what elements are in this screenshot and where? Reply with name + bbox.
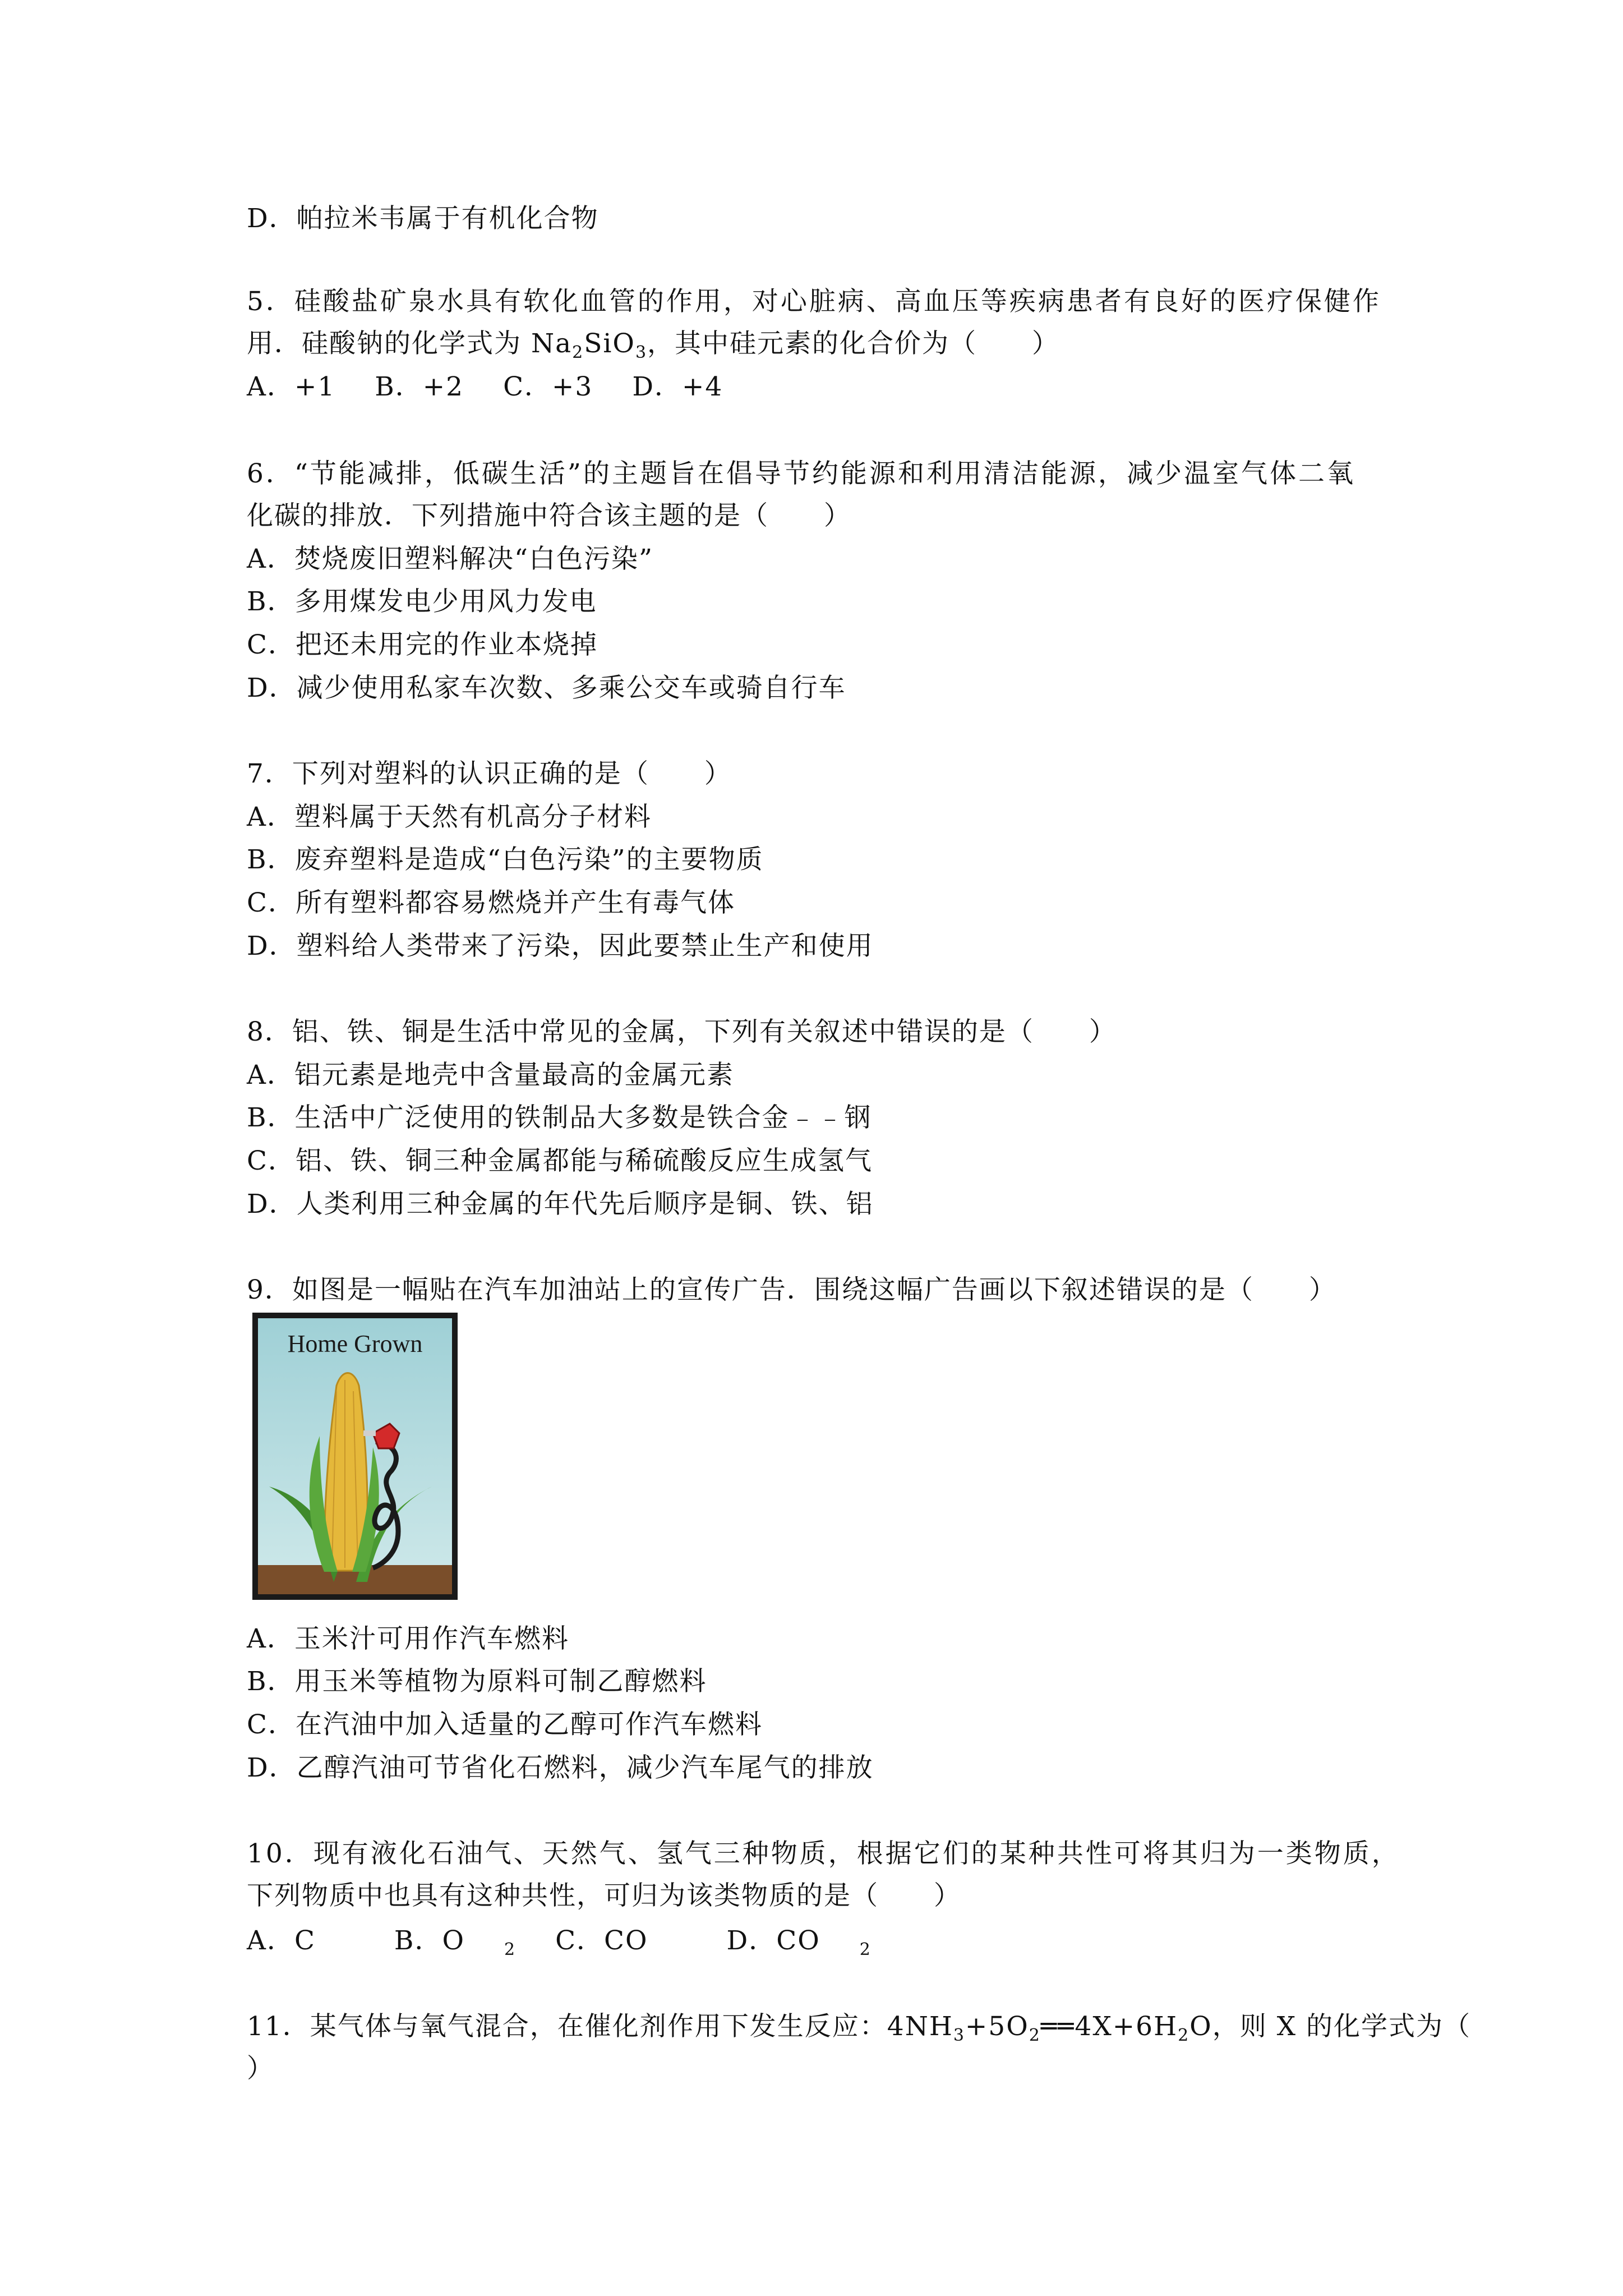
q6-option-b: B．多用煤发电少用风力发电 [247, 586, 597, 617]
q7-option-c: C．所有塑料都容易燃烧并产生有毒气体 [247, 887, 735, 918]
q11-stem-line-1: 11．某气体与氧气混合，在催化剂作用下发生反应：$4NH_3+5O_2══4X+6H_2O$，则 X 的化学式为（ [247, 2011, 1472, 2045]
q8-option-c: C．铝、铁、铜三种金属都能与稀硫酸反应生成氢气 [247, 1145, 873, 1176]
q6-stem-line-1: 6．“节能减排，低碳生活”的主题旨在倡导节约能源和利用清洁能源，减少温室气体二氧 [247, 458, 1355, 489]
q7-option-a: A．塑料属于天然有机高分子材料 [247, 802, 652, 832]
q9-option-d: D．乙醇汽油可节省化石燃料，减少汽车尾气的排放 [247, 1752, 874, 1783]
q10-stem-line-1: 10．现有液化石油气、天然气、氢气三种物质，根据它们的某种共性可将其归为一类物质， [247, 1838, 1400, 1869]
corn-fuel-ad-illustration [258, 1318, 452, 1594]
q7-option-b: B．废弃塑料是造成“白色污染”的主要物质 [247, 844, 764, 875]
corn-fuel-ad-image [252, 1313, 458, 1600]
q9-option-b: B．用玉米等植物为原料可制乙醇燃料 [247, 1666, 707, 1697]
q9-option-a: A．玉米汁可用作汽车燃料 [247, 1623, 569, 1654]
q6-option-c: C．把还未用完的作业本烧掉 [247, 629, 598, 660]
q10-stem-line-2: 下列物质中也具有这种共性，可归为该类物质的是（ ） [247, 1880, 961, 1911]
q5-stem-line-2: 用．硅酸钠的化学式为 $Na_2SiO_3$，其中硅元素的化合价为（ ） [247, 328, 1060, 362]
q5-option-a: A．+1 [247, 371, 336, 402]
q8-option-d: D．人类利用三种金属的年代先后顺序是铜、铁、铝 [247, 1189, 874, 1220]
ad-caption: Home Grown [287, 1330, 423, 1358]
q5-stem-line-1: 5．硅酸盐矿泉水具有软化血管的作用，对心脏病、高血压等疾病患者有良好的医疗保健作 [247, 286, 1381, 317]
q5-option-d: D．+4 [632, 371, 723, 402]
q8-option-b: B．生活中广泛使用的铁制品大多数是铁合金﹣﹣钢 [247, 1102, 872, 1133]
q6-option-a: A．焚烧废旧塑料解决“白色污染” [247, 544, 653, 574]
q10-options [247, 1924, 911, 1958]
q7-stem: 7．下列对塑料的认识正确的是（ ） [247, 758, 732, 789]
q6-option-d: D．减少使用私家车次数、多乘公交车或骑自行车 [247, 673, 846, 703]
q9-option-c: C．在汽油中加入适量的乙醇可作汽车燃料 [247, 1709, 763, 1740]
q9-stem: 9．如图是一幅贴在汽车加油站上的宣传广告．围绕这幅广告画以下叙述错误的是（ ） [247, 1274, 1336, 1305]
nozzle-spout [363, 1430, 376, 1436]
q10-option-c: C．CO [555, 1925, 648, 1956]
q10-option-d: D．CO $_2$ [726, 1925, 872, 1959]
q7-option-d: D．塑料给人类带来了污染，因此要禁止生产和使用 [247, 931, 874, 961]
q5-options [247, 370, 762, 404]
q8-option-a: A．铝元素是地壳中含量最高的金属元素 [247, 1060, 734, 1091]
q6-stem-line-2: 化碳的排放．下列措施中符合该主题的是（ ） [247, 500, 851, 531]
q11-stem-line-2: ） [247, 2053, 274, 2084]
q10-option-a: A．C [247, 1925, 316, 1956]
q4-option-d: D．帕拉米韦属于有机化合物 [247, 203, 599, 234]
q5-option-b: B．+2 [375, 371, 464, 402]
q10-option-b: B．O $_2$ [394, 1925, 517, 1959]
q8-stem: 8．铝、铁、铜是生活中常见的金属，下列有关叙述中错误的是（ ） [247, 1016, 1117, 1047]
q5-option-c: C．+3 [503, 371, 593, 402]
